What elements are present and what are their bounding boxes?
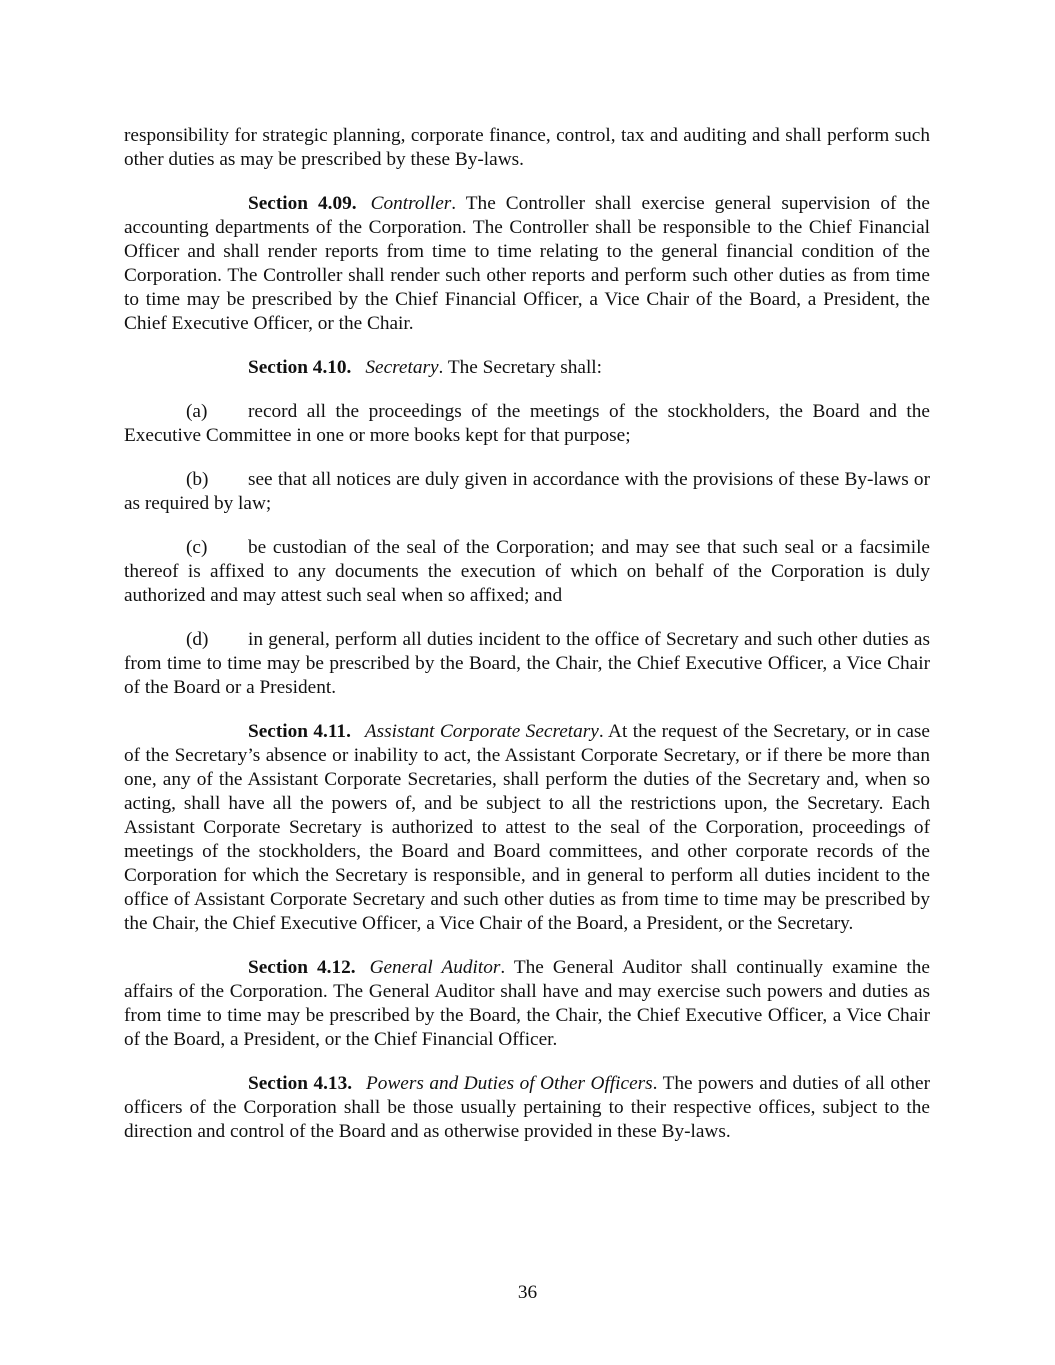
intro-paragraph: responsibility for strategic planning, corporate finance, control, tax and auditing and shall perform such other duties as may be prescribed by these By-laws.: [124, 125, 930, 170]
section-title: General Auditor: [369, 957, 501, 978]
section-body: . The powers and duties of all other officers of the Corporation shall be those usually pertaining to their respective offices, subject to the direction and control of the Board and as otherwise provided in these By-laws.: [124, 1073, 930, 1142]
document-page: [124, 124, 930, 1164]
item-text: record all the proceedings of the meetings of the stockholders, the Board and the Executive Committee in one or more books kept for that purpose;: [124, 401, 930, 446]
secretary-duty-c: [124, 536, 930, 608]
item-label: (c): [186, 537, 208, 558]
section-title: Controller: [370, 193, 452, 214]
section-4-12: [124, 956, 930, 1052]
section-title: Secretary: [365, 357, 439, 378]
section-4-13: [124, 1072, 930, 1144]
section-number: Section 4.13.: [248, 1073, 353, 1094]
section-4-10: [124, 356, 930, 380]
section-body: . The Secretary shall:: [438, 357, 603, 378]
section-number: Section 4.12.: [248, 957, 356, 978]
item-label: (d): [186, 629, 209, 650]
section-body: . At the request of the Secretary, or in case of the Secretary’s absence or inability to act, the Assistant Corporate Secretary, or if there be more than one, any of the Assistant Corporate Secretaries, shall perform the duties of the Secretary and, when so acting, shall have all the powers of, and be subject to all the restrictions upon, the Secretary. Each Assistant Corporate Secretary is authorized to attest to the seal of the Corporation, proceedings of meetings of the stockholders, the Board and Board committees, and other corporate records of the Corporation for which the Secretary is responsible, and in general to perform all duties incident to the office of Assistant Corporate Secretary and such other duties as from time to time may be prescribed by the Chair, the Chief Executive Officer, a Vice Chair of the Board, a President, or the Secretary.: [124, 721, 930, 934]
section-4-11: [124, 720, 930, 936]
secretary-duty-d: [124, 628, 930, 700]
section-4-09: [124, 192, 930, 336]
section-body: . The General Auditor shall continually examine the affairs of the Corporation. The General Auditor shall have and may exercise such powers and duties as from time to time may be prescribed by the Board, the Chair, the Chief Executive Officer, a Vice Chair of the Board, a President, or the Chief Financial Officer.: [124, 957, 930, 1050]
section-number: Section 4.11.: [248, 721, 351, 742]
section-number: Section 4.10.: [248, 357, 352, 378]
section-body: . The Controller shall exercise general supervision of the accounting departments of the Corporation. The Controller shall be responsible to the Chief Financial Officer and shall render reports from time to time relating to the general financial condition of the Corporation. The Controller shall render such other reports and perform such other duties as from time to time may be prescribed by the Chief Financial Officer, a Vice Chair of the Board, a President, the Chief Executive Officer, or the Chair.: [124, 193, 930, 334]
page-number: 36: [517, 1282, 538, 1303]
item-label: (a): [186, 401, 208, 422]
item-text: in general, perform all duties incident to the office of Secretary and such other duties as from time to time may be prescribed by the Board, the Chair, the Chief Executive Officer, a Vice Chair of the Board or a President.: [124, 629, 930, 698]
item-text: see that all notices are duly given in accordance with the provisions of these By-laws or as required by law;: [124, 469, 930, 514]
section-title: Assistant Corporate Secretary: [364, 721, 599, 742]
section-title: Powers and Duties of Other Officers: [366, 1073, 653, 1094]
secretary-duty-a: [124, 400, 930, 448]
section-number: Section 4.09.: [248, 193, 357, 214]
item-label: (b): [186, 469, 209, 490]
secretary-duty-b: [124, 468, 930, 516]
item-text: be custodian of the seal of the Corporation; and may see that such seal or a facsimile thereof is affixed to any documents the execution of which on behalf of the Corporation is duly authorized and may attest such seal when so affixed; and: [124, 537, 930, 606]
